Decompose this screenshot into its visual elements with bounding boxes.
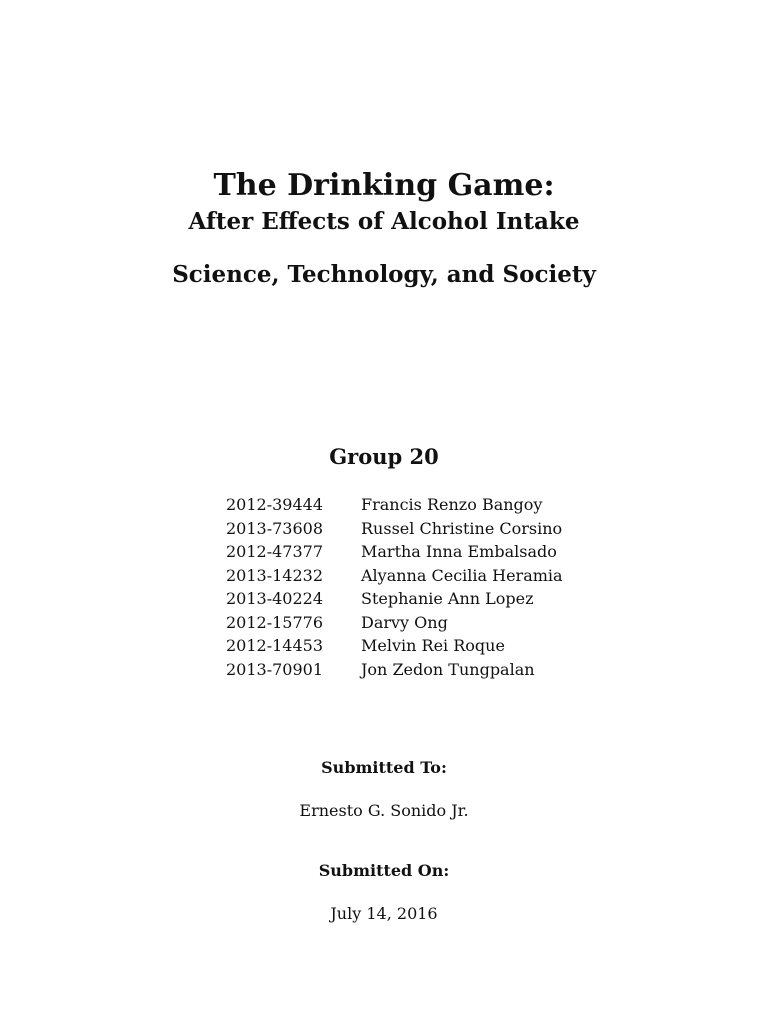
submitted-to-label: Submitted To:: [321, 758, 447, 777]
submitted-on-label: Submitted On:: [318, 861, 450, 880]
member-row: [226, 493, 621, 517]
member-row: [226, 564, 621, 588]
member-student-number: 2012-47377: [226, 542, 324, 562]
submitted-to-value: Ernesto G. Sonido Jr.: [299, 801, 469, 820]
member-student-number: 2012-14453: [226, 636, 324, 656]
member-name: Francis Renzo Bangoy: [361, 495, 543, 515]
member-student-number: 2012-15776: [226, 612, 324, 632]
document-subtitle: After Effects of Alcohol Intake: [188, 208, 580, 235]
member-student-number: 2013-14232: [226, 565, 324, 585]
submitted-on-value: July 14, 2016: [330, 904, 438, 923]
member-list: [226, 493, 621, 681]
member-name: Alyanna Cecilia Heramia: [361, 565, 563, 585]
member-student-number: 2013-40224: [226, 589, 324, 609]
member-name: Melvin Rei Roque: [361, 636, 505, 656]
member-row: [226, 517, 621, 541]
member-name: Martha Inna Embalsado: [361, 542, 557, 562]
member-row: [226, 611, 621, 635]
member-student-number: 2012-39444: [226, 495, 324, 515]
member-row: [226, 540, 621, 564]
group-heading: Group 20: [329, 444, 439, 469]
member-name: Darvy Ong: [361, 612, 448, 632]
document-title: The Drinking Game:: [213, 168, 555, 203]
member-name: Russel Christine Corsino: [361, 518, 563, 538]
member-row: [226, 634, 621, 658]
member-row: [226, 658, 621, 682]
member-student-number: 2013-73608: [226, 518, 324, 538]
member-row: [226, 587, 621, 611]
member-student-number: 2013-70901: [226, 659, 324, 679]
member-name: Stephanie Ann Lopez: [361, 589, 534, 609]
member-name: Jon Zedon Tungpalan: [361, 659, 535, 679]
course-name: Science, Technology, and Society: [172, 261, 596, 288]
